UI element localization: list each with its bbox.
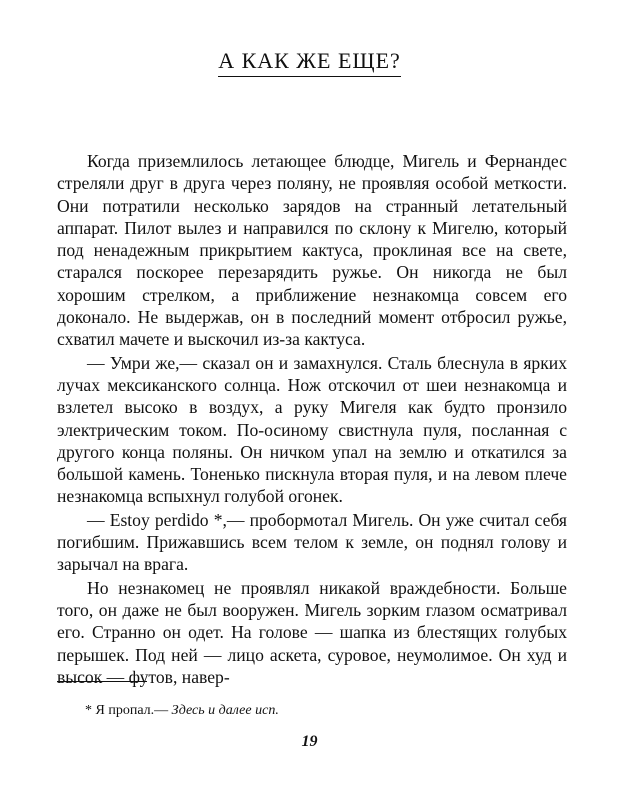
paragraph: — Estoy perdido *,— пробормотал Мигель. Он уже считал себя погибшим. Прижавшись всем телом к земле, он поднял голову и зарычал на врага. [57, 509, 567, 575]
paragraph: — Умри же,— сказал он и замахнулся. Сталь блеснула в ярких лучах мексиканского солнца. Нож отскочил от шеи незнакомца и взлетел высоко в воздух, а руку Мигеля как будто пронзило электрическим током. По-осиному свистнула пуля, посланная с другого конца поляны. Он ничком упал на землю и откатился за большой камень. Тоненько пискнула вторая пуля, и на левом плече незнакомца вспыхнул голубой огонек. [57, 352, 567, 507]
story-text [57, 150, 567, 689]
footnote-divider [57, 681, 147, 682]
footnote [85, 703, 279, 719]
chapter-title [0, 48, 619, 77]
page-number: 19 [301, 733, 318, 750]
paragraph: Когда приземлилось летающее блюдце, Мигель и Фернандес стреляли друг в друга через поляну, не проявляя особой меткости. Они потратили несколько зарядов на странный летательный аппарат. Пилот вылез и направился по склону к Мигелю, который под ненадежным прикрытием кактуса, проклиная все на свете, старался поскорее перезарядить ружье. Он никогда не был хорошим стрелком, а приближение незнакомца совсем его доконало. Не выдержав, он в последний момент отбросил ружье, схватил мачете и выскочил из-за кактуса. [57, 151, 567, 350]
footnote-note: Здесь и далее исп. [171, 703, 279, 718]
footnote-text: Я пропал.— [95, 703, 169, 718]
footnote-marker: * [85, 703, 92, 718]
paragraph: Но незнакомец не проявлял никакой враждебности. Больше того, он даже не был вооружен. Мигель зорким глазом осматривал его. Странно он одет. На голове — шапка из блестящих голубых перышек. Под ней — лицо аскета, суровое, неумолимое. Он худ и высок — футов, навер- [57, 577, 567, 687]
chapter-title-text: А КАК ЖЕ ЕЩЕ? [218, 48, 401, 77]
